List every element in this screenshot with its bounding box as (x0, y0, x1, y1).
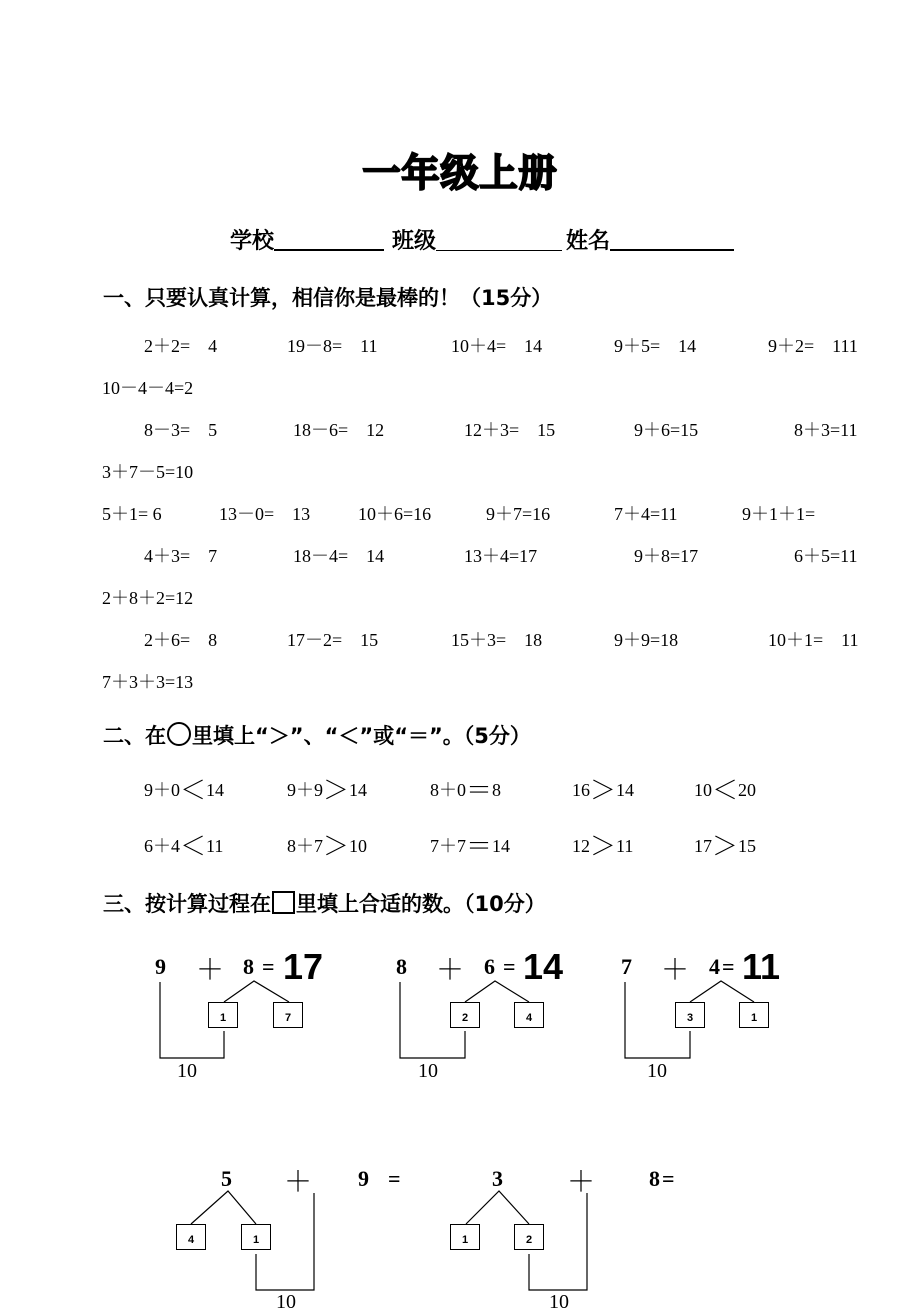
diagram-answer-box[interactable]: 1 (241, 1224, 271, 1250)
section1-heading: 一、只要认真计算，相信你是最棒的！（15分） (103, 286, 553, 310)
diagram-addend-a: 5 (221, 1166, 232, 1191)
comparison-right: 14 (206, 780, 225, 800)
comparison-left: 8＋7 (287, 836, 323, 856)
comparison-left: 16 (572, 780, 590, 800)
diagram-addend-b: 8 (649, 1166, 660, 1191)
school-label: 学校 (230, 229, 275, 254)
diagram-addend-b: 8 (243, 954, 254, 979)
diagram-ten-label: 10 (276, 1291, 296, 1313)
comparison-left: 8＋0 (430, 780, 466, 800)
diagram-plus: ＋ (196, 955, 225, 986)
comparison-right: 10 (349, 836, 368, 856)
equation: 9＋7=16 (486, 504, 551, 524)
comparison-operator[interactable]: ＜ (180, 776, 207, 805)
equation: 7＋4=11 (614, 504, 678, 524)
diagram-addend-a: 7 (621, 954, 632, 979)
diagram-answer-box[interactable]: 1 (208, 1002, 238, 1028)
diagram-plus: ＋ (284, 1167, 313, 1198)
equation: 10＋4= 14 (451, 336, 543, 356)
comparison-left: 17 (694, 836, 712, 856)
diagram-equals: = (722, 954, 735, 979)
equation: 9＋1＋1= (742, 504, 816, 524)
equation: 12＋3= 15 (464, 420, 556, 440)
comparison-left: 7＋7 (430, 836, 466, 856)
diagram-addend-a: 9 (155, 954, 166, 979)
equation: 18－6= 12 (293, 420, 385, 440)
equation: 5＋1= 6 (102, 504, 162, 524)
equation: 7＋3＋3=13 (102, 672, 194, 692)
comparison-left: 9＋9 (287, 780, 323, 800)
diagram-answer-box[interactable]: 4 (514, 1002, 544, 1028)
diagram-addend-a: 8 (396, 954, 407, 979)
diagram-answer-box[interactable]: 2 (450, 1002, 480, 1028)
diagram-equals: = (503, 954, 516, 979)
diagram-result: 11 (742, 946, 781, 987)
equation: 8－3= 5 (144, 420, 218, 440)
diagram-ten-label: 10 (549, 1291, 569, 1313)
comparison-operator[interactable]: ＝ (466, 776, 493, 805)
diagram-plus: ＋ (436, 955, 465, 986)
diagram-ten-label: 10 (177, 1060, 197, 1082)
equation: 9＋9=18 (614, 630, 679, 650)
equation: 10＋1= 11 (768, 630, 859, 650)
diagram-addend-b: 6 (484, 954, 495, 979)
comparison-operator[interactable]: ＞ (323, 776, 350, 805)
equation: 15＋3= 18 (451, 630, 543, 650)
comparison-right: 20 (738, 780, 757, 800)
equation: 8＋3=11 (794, 420, 858, 440)
comparison-right: 14 (616, 780, 635, 800)
equation: 19－8= 11 (287, 336, 378, 356)
comparison-left: 6＋4 (144, 836, 180, 856)
name-label: 姓名 (566, 229, 611, 254)
diagram-result: 14 (523, 946, 564, 987)
class-label: 班级 (392, 229, 437, 254)
section2-heading-post: 里填上“＞”、“＜”或“＝”。（5分） (192, 724, 531, 748)
diagram-answer-box[interactable]: 1 (739, 1002, 769, 1028)
diagram-result: 17 (283, 946, 324, 987)
section3-heading-pre: 三、按计算过程在 (103, 892, 271, 916)
equation: 9＋6=15 (634, 420, 699, 440)
equation: 9＋2= 111 (768, 336, 858, 356)
comparison-operator[interactable]: ＞ (323, 832, 350, 861)
equation: 13－0= 13 (219, 504, 311, 524)
diagram-answer-box[interactable]: 1 (450, 1224, 480, 1250)
diagram-answer-box[interactable]: 4 (176, 1224, 206, 1250)
comparison-operator[interactable]: ＜ (712, 776, 739, 805)
comparison-left: 10 (694, 780, 712, 800)
equation: 2＋8＋2=12 (102, 588, 194, 608)
equation: 9＋5= 14 (614, 336, 697, 356)
equation: 18－4= 14 (293, 546, 385, 566)
comparison-right: 14 (492, 836, 511, 856)
comparison-left: 9＋0 (144, 780, 180, 800)
diagram-equals: = (388, 1166, 401, 1191)
comparison-operator[interactable]: ＞ (712, 832, 739, 861)
equation: 9＋8=17 (634, 546, 699, 566)
equation: 10－4－4=2 (102, 378, 194, 398)
equation: 2＋6= 8 (144, 630, 218, 650)
comparison-operator[interactable]: ＞ (590, 776, 617, 805)
comparison-right: 15 (738, 836, 757, 856)
equation: 13＋4=17 (464, 546, 538, 566)
comparison-right: 14 (349, 780, 368, 800)
comparison-operator[interactable]: ＜ (180, 832, 207, 861)
comparison-right: 11 (616, 836, 634, 856)
diagram-answer-box[interactable]: 7 (273, 1002, 303, 1028)
diagram-plus: ＋ (567, 1167, 596, 1198)
comparison-operator[interactable]: ＝ (466, 832, 493, 861)
equation: 3＋7－5=10 (102, 462, 194, 482)
comparison-right: 8 (492, 780, 502, 800)
equation: 17－2= 15 (287, 630, 379, 650)
equation: 4＋3= 7 (144, 546, 218, 566)
diagram-ten-label: 10 (647, 1060, 667, 1082)
diagram-answer-box[interactable]: 3 (675, 1002, 705, 1028)
section3-heading-post: 里填上合适的数。（10分） (296, 892, 546, 916)
equation: 2＋2= 4 (144, 336, 218, 356)
diagram-answer-box[interactable]: 2 (514, 1224, 544, 1250)
comparison-left: 12 (572, 836, 590, 856)
diagram-addend-b: 4 (709, 954, 720, 979)
comparison-right: 11 (206, 836, 224, 856)
diagram-addend-b: 9 (358, 1166, 369, 1191)
diagram-ten-label: 10 (418, 1060, 438, 1082)
diagram-equals: = (262, 954, 275, 979)
comparison-operator[interactable]: ＞ (590, 832, 617, 861)
equation: 6＋5=11 (794, 546, 858, 566)
diagram-plus: ＋ (661, 955, 690, 986)
equation: 10＋6=16 (358, 504, 432, 524)
diagram-addend-a: 3 (492, 1166, 503, 1191)
section2-heading-pre: 二、在 (103, 724, 166, 748)
diagram-equals: = (662, 1166, 675, 1191)
worksheet-title: 一年级上册 (362, 151, 558, 195)
